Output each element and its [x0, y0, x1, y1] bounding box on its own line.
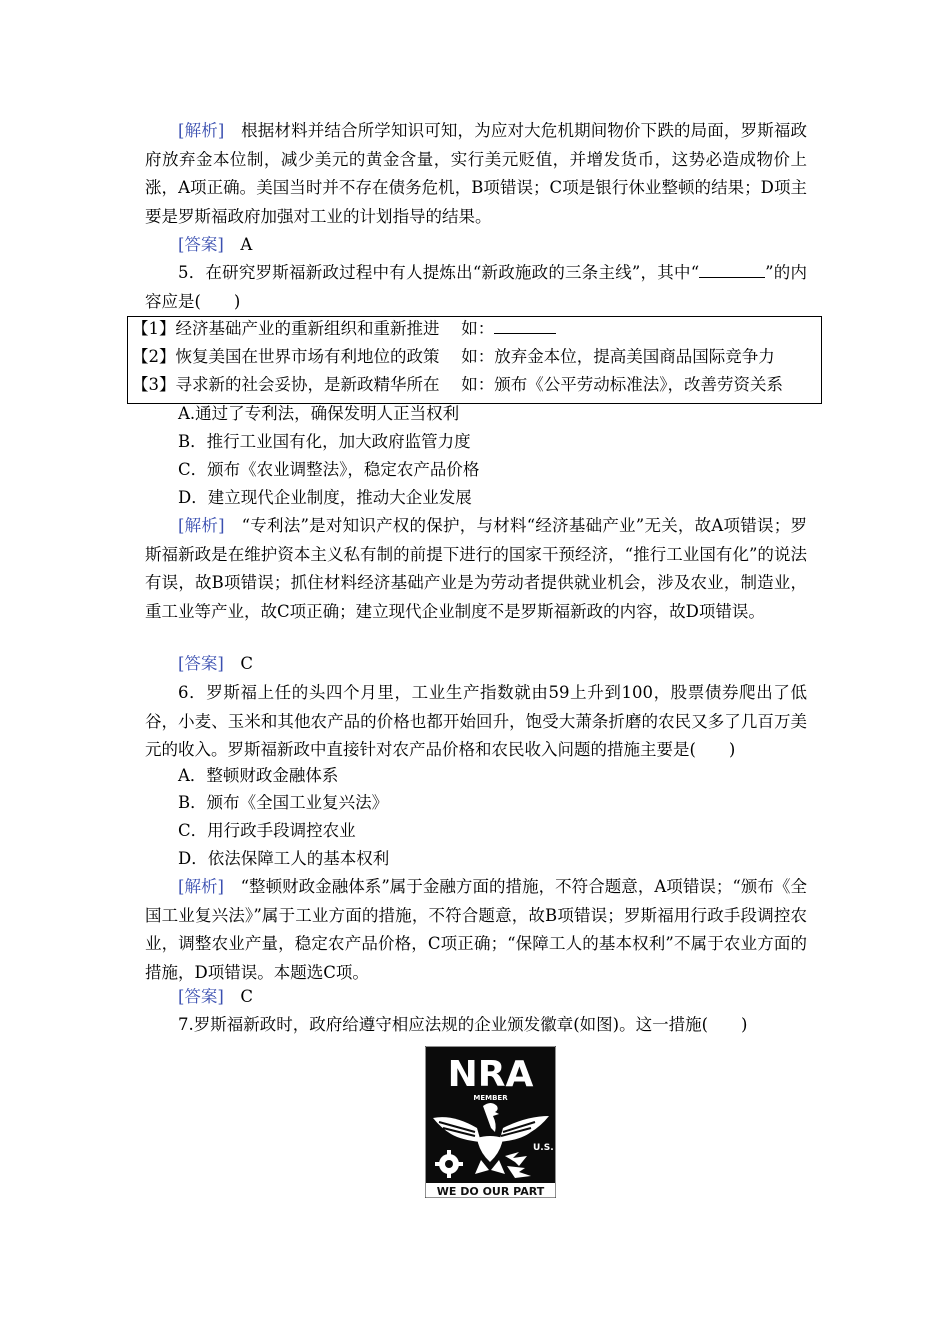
- q6-option-b[interactable]: B．颁布《全国工业复兴法》: [178, 793, 389, 812]
- q7-stem: 7.罗斯福新政时，政府给遵守相应法规的企业颁发徽章(如图)。这一措施( ): [178, 1015, 748, 1034]
- q6-answer: [145, 983, 807, 1012]
- q6-option-a[interactable]: A．整顿财政金融体系: [178, 766, 339, 785]
- material-table: [127, 316, 822, 404]
- nra-badge-image: [425, 1046, 556, 1198]
- q4-answer: [145, 231, 807, 260]
- q6-analysis: [145, 873, 807, 987]
- row-example: 如：颁布《公平劳动标准法》，改善劳资关系: [461, 375, 783, 394]
- material-row-2: [132, 343, 775, 371]
- material-row-3: [132, 371, 783, 399]
- row-example: 如：: [461, 319, 495, 338]
- q6-stem: 6．罗斯福上任的头四个月里，工业生产指数就由59上升到100，股票债券爬出了低谷，小麦、玉米和其他农产品的价格也都开始回升，饱受大萧条折磨的农民又多了几百万美元的收入。罗斯福新政中直接针对农产品价格和农民收入问题的措施主要是( ): [145, 683, 807, 759]
- q5-stem: [145, 259, 807, 316]
- fill-blank: [699, 259, 765, 278]
- q5-option-d[interactable]: D．建立现代企业制度，推动大企业发展: [178, 488, 472, 507]
- answer-tag: [答案]: [178, 235, 224, 254]
- analysis-text: 根据材料并结合所学知识可知，为应对大危机期间物价下跌的局面，罗斯福政府放弃金本位制，减少美元的黄金含量，实行美元贬值，并增发货币，这势必造成物价上涨，A项正确。美国当时并不存在债务危机，B项错误；C项是银行休业整顿的结果；D项主要是罗斯福政府加强对工业的计划指导的结果。: [145, 121, 808, 226]
- badge-title: NRA: [447, 1054, 534, 1095]
- q5-stem-part-a: 5．在研究罗斯福新政过程中有人提炼出“新政施政的三条主线”，其中“: [178, 263, 700, 282]
- analysis-tag: [解析]: [178, 516, 225, 535]
- row-label: 【3】寻求新的社会妥协，是新政精华所在: [132, 375, 440, 394]
- q5-analysis: [145, 512, 807, 626]
- badge-slogan: WE DO OUR PART: [436, 1185, 545, 1198]
- answer-value: C: [240, 654, 253, 673]
- answer-value: A: [240, 235, 253, 254]
- analysis-tag: [解析]: [178, 121, 225, 140]
- answer-tag: [答案]: [178, 987, 224, 1006]
- q5-option-c[interactable]: C．颁布《农业调整法》，稳定农产品价格: [178, 460, 480, 479]
- badge-us: U.S.: [533, 1143, 554, 1153]
- material-row-1: [132, 315, 556, 343]
- q5-option-b[interactable]: B．推行工业国有化，加大政府监管力度: [178, 432, 471, 451]
- q5-stem-part-b: ”的内容应是( ): [145, 263, 808, 311]
- q4-analysis: [145, 117, 807, 231]
- answer-value: C: [240, 987, 253, 1006]
- badge-member: MEMBER: [473, 1094, 508, 1102]
- fill-blank: [494, 315, 556, 334]
- answer-tag: [答案]: [178, 654, 224, 673]
- q6-option-d[interactable]: D．依法保障工人的基本权利: [178, 849, 390, 868]
- row-label: 【1】经济基础产业的重新组织和重新推进: [132, 319, 440, 338]
- row-label: 【2】恢复美国在世界市场有利地位的政策: [132, 347, 440, 366]
- q5-option-a[interactable]: A.通过了专利法，确保发明人正当权利: [178, 404, 460, 423]
- row-example: 如：放弃金本位，提高美国商品国际竞争力: [461, 347, 775, 366]
- analysis-text: “整顿财政金融体系”属于金融方面的措施，不符合题意，A项错误；“颁布《全国工业复兴法》”属于工业方面的措施，不符合题意，故B项错误；罗斯福用行政手段调控农业，调整农业产量，稳定农产品价格，C项正确；“保障工人的基本权利”不属于农业方面的措施，D项错误。本题选C项。: [145, 877, 807, 982]
- analysis-tag: [解析]: [178, 877, 224, 896]
- q6-option-c[interactable]: C．用行政手段调控农业: [178, 821, 356, 840]
- q5-answer: [145, 650, 807, 679]
- analysis-text: “专利法”是对知识产权的保护，与材料“经济基础产业”无关，故A项错误；罗斯福新政是在维护资本主义私有制的前提下进行的国家干预经济，“推行工业国有化”的说法有误，故B项错误；抓住材料经济基础产业是为劳动者提供就业机会，涉及农业，制造业，重工业等产业，故C项正确；建立现代企业制度不是罗斯福新政的内容，故D项错误。: [145, 516, 808, 621]
